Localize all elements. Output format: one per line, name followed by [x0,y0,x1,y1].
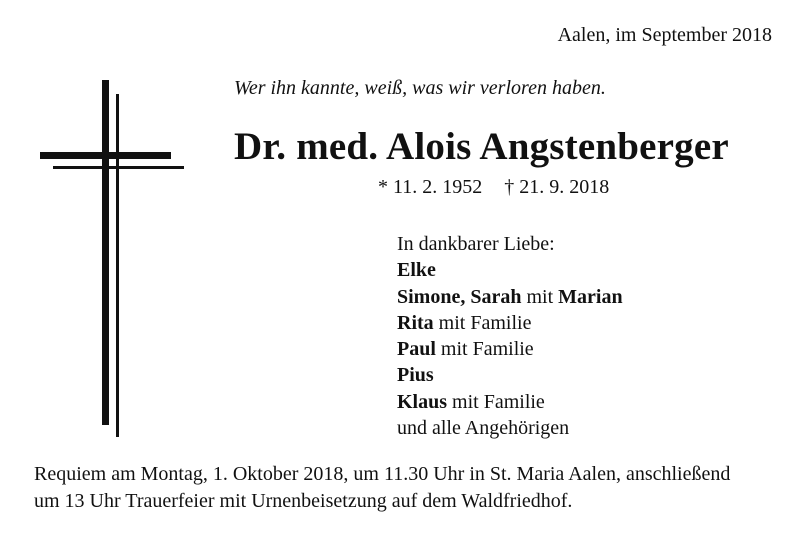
mourner-name: Simone, Sarah [397,285,522,308]
death-date: † 21. 9. 2018 [504,176,610,198]
mourner-connector: mit [526,285,554,308]
mourner-line [397,336,623,362]
cross-shadow-vertical [116,94,119,437]
mourner-suffix: mit Familie [440,338,534,361]
cross-main-vertical [102,80,109,425]
deceased-name: Dr. med. Alois Angstenberger [234,125,729,168]
mourner-name: Paul [397,338,436,361]
birth-date: * 11. 2. 1952 [378,176,483,198]
life-dates [378,176,609,199]
service-notice-line-2: um 13 Uhr Trauerfeier mit Urnenbeisetzung auf dem Waldfriedhof. [34,490,573,512]
mourner-name: Rita [397,311,434,334]
place-and-date: Aalen, im September 2018 [557,24,772,46]
mourner-line [397,389,623,415]
cross-icon [40,80,190,440]
mourner-line [397,257,623,283]
mourner-name: Klaus [397,390,448,413]
mourner-line [397,284,623,310]
service-notice-line-1: Requiem am Montag, 1. Oktober 2018, um 11.30 Uhr in St. Maria Aalen, anschließend [34,463,731,485]
mourners-intro: In dankbarer Liebe: [397,233,555,255]
mourner-name: Elke [397,259,436,282]
mourner-line [397,310,623,336]
memorial-quote: Wer ihn kannte, weiß, was wir verloren haben. [234,77,606,99]
mourners-list [397,231,623,441]
cross-shadow-horizontal [53,166,184,169]
mourner-line [397,362,623,388]
mourner-suffix: mit Familie [452,390,545,413]
cross-main-horizontal [40,152,171,159]
mourner-name: Pius [397,364,434,387]
mourner-partner: Marian [558,285,623,308]
service-notice [34,461,730,515]
mourner-suffix: mit Familie [438,311,532,334]
mourners-closing: und alle Angehörigen [397,417,570,440]
